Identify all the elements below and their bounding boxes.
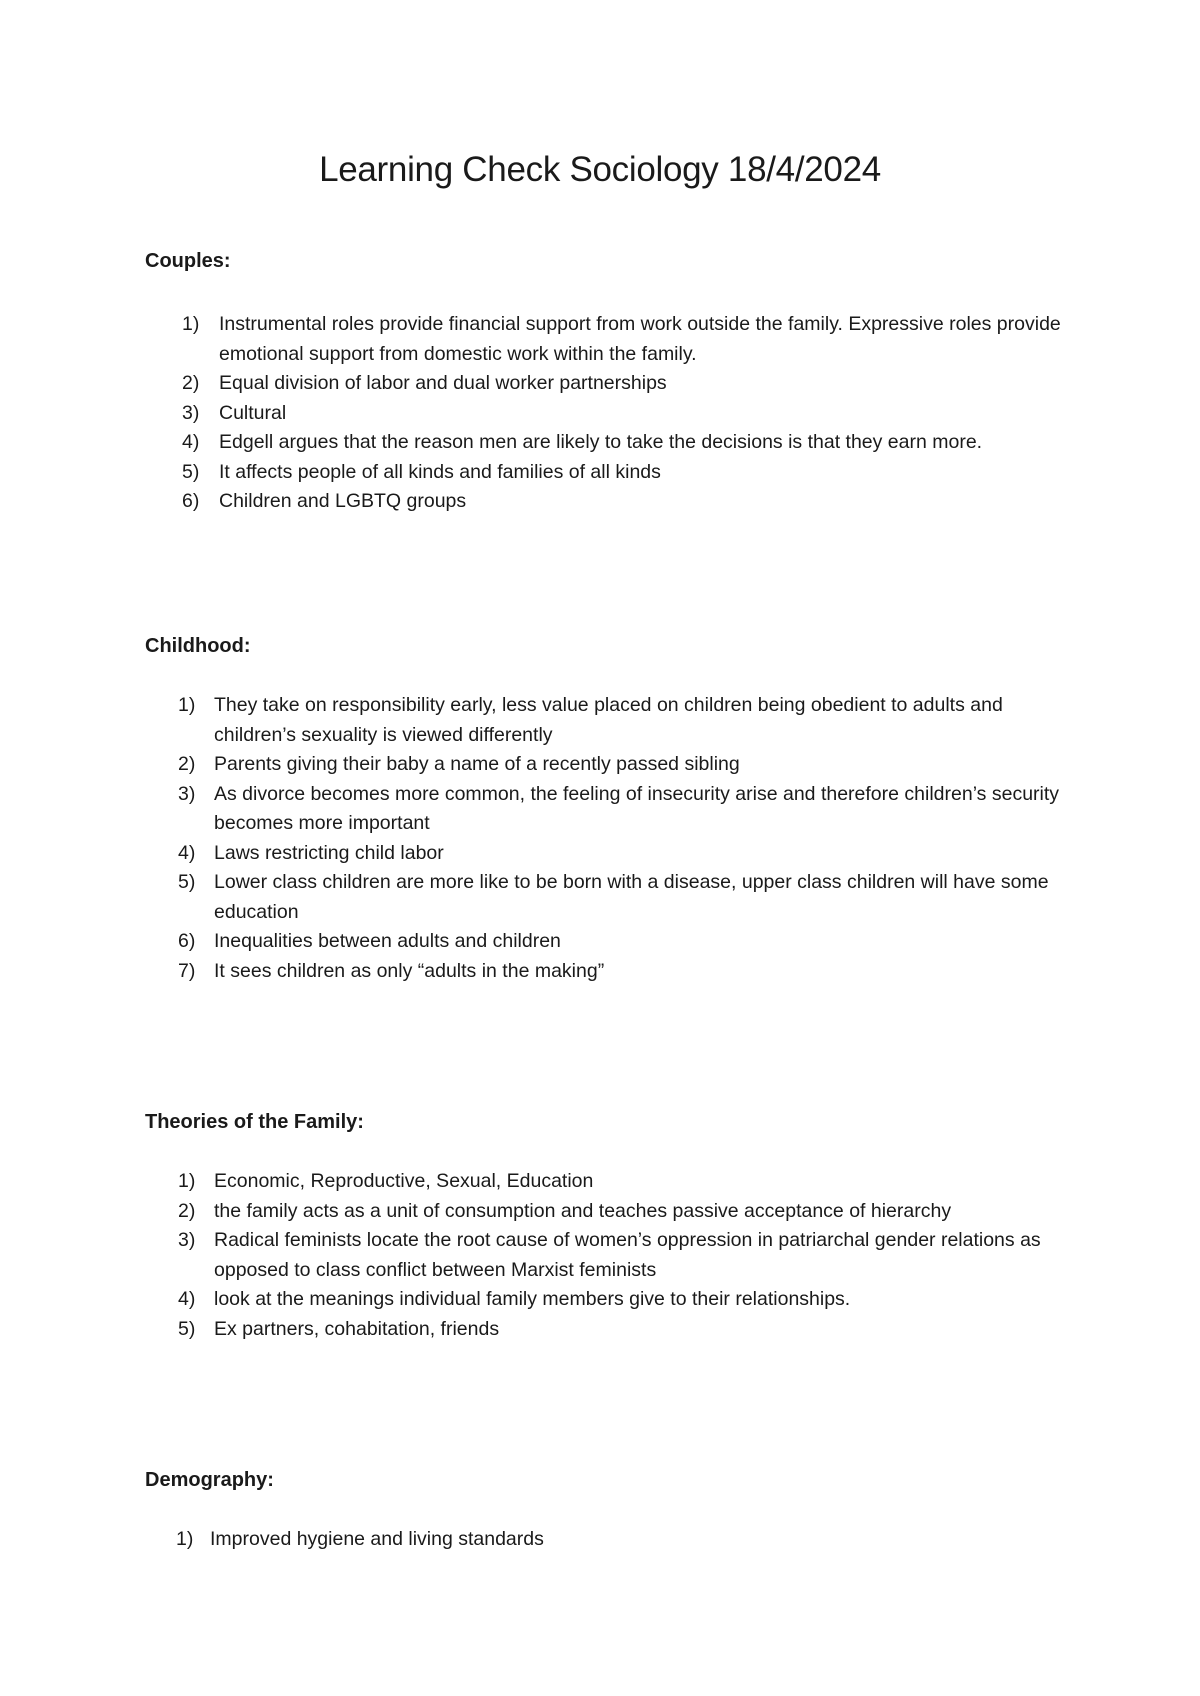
item-text: Instrumental roles provide financial support from work outside the family. Expressive roles provide emotional support from domestic work within the family. <box>219 313 1061 365</box>
item-number: 4) <box>182 431 200 453</box>
item-number: 6) <box>182 490 200 512</box>
item-text: It affects people of all kinds and families of all kinds <box>219 460 661 483</box>
item-number: 3) <box>178 782 196 805</box>
list-item <box>145 1315 1085 1345</box>
item-text: Laws restricting child labor <box>214 841 444 864</box>
section-heading: Couples: <box>145 250 231 272</box>
item-text: Children and LGBTQ groups <box>219 490 467 512</box>
list-item <box>145 369 1085 399</box>
list-item <box>145 399 1085 429</box>
item-number: 3) <box>182 401 200 424</box>
item-number: 5) <box>182 460 200 483</box>
list-item <box>145 310 1085 369</box>
item-number: 3) <box>178 1229 196 1251</box>
item-text: Equal division of labor and dual worker partnerships <box>219 372 667 394</box>
item-number: 5) <box>178 871 196 893</box>
list-item <box>145 1285 1085 1315</box>
item-text: Cultural <box>219 401 287 424</box>
item-number: 5) <box>178 1317 196 1340</box>
list-item <box>145 868 1085 927</box>
section-theories-of-the-family <box>145 1107 1085 1344</box>
item-number: 2) <box>178 753 196 775</box>
item-text: Lower class children are more like to be born with a disease, upper class children will have some education <box>214 871 1049 923</box>
list-item <box>145 839 1085 869</box>
demography-list <box>145 1525 1085 1555</box>
item-text: Radical feminists locate the root cause of women’s oppression in patriarchal gender relations as opposed to class conflict between Marxist feminists <box>214 1229 1041 1281</box>
page-title: Learning Check Sociology 18/4/2024 <box>319 150 881 189</box>
item-number: 6) <box>178 930 196 952</box>
item-text: look at the meanings individual family members give to their relationships. <box>214 1288 851 1310</box>
item-text: Economic, Reproductive, Sexual, Education <box>214 1170 594 1192</box>
item-number: 7) <box>178 959 196 982</box>
list-item <box>145 1167 1085 1197</box>
list-item <box>145 927 1085 957</box>
item-text: Inequalities between adults and children <box>214 930 561 952</box>
item-number: 2) <box>178 1199 196 1222</box>
item-number: 1) <box>182 313 200 335</box>
item-text: Ex partners, cohabitation, friends <box>214 1317 500 1340</box>
list-item <box>145 1197 1085 1227</box>
section-couples <box>145 246 1085 517</box>
item-number: 4) <box>178 841 196 864</box>
list-item <box>145 1525 1085 1555</box>
item-text: Improved hygiene and living standards <box>210 1528 544 1550</box>
section-heading: Demography: <box>145 1469 274 1491</box>
item-number: 1) <box>178 1170 196 1192</box>
list-item <box>145 428 1085 458</box>
list-item <box>145 750 1085 780</box>
item-number: 1) <box>178 694 196 716</box>
section-childhood <box>145 631 1085 986</box>
item-text: the family acts as a unit of consumption and teaches passive acceptance of hierarchy <box>214 1199 952 1222</box>
list-item <box>145 458 1085 488</box>
item-text: It sees children as only “adults in the making” <box>214 959 605 982</box>
item-text: As divorce becomes more common, the feeling of insecurity arise and therefore children’s security becomes more important <box>214 782 1060 834</box>
childhood-list <box>145 691 1085 986</box>
theories-list <box>145 1167 1085 1344</box>
list-item <box>145 1226 1085 1285</box>
item-number: 1) <box>176 1528 194 1550</box>
item-text: They take on responsibility early, less value placed on children being obedient to adults and children’s sexuality is viewed differently <box>214 694 1003 746</box>
couples-list <box>145 310 1085 517</box>
item-number: 2) <box>182 372 200 394</box>
item-text: Edgell argues that the reason men are likely to take the decisions is that they earn more. <box>219 431 983 453</box>
list-item <box>145 691 1085 750</box>
list-item <box>145 957 1085 987</box>
item-text: Parents giving their baby a name of a recently passed sibling <box>214 753 740 775</box>
list-item <box>145 780 1085 839</box>
section-demography <box>145 1465 1085 1555</box>
section-heading: Theories of the Family: <box>145 1111 364 1133</box>
list-item <box>145 487 1085 517</box>
item-number: 4) <box>178 1288 196 1310</box>
section-heading: Childhood: <box>145 635 251 657</box>
